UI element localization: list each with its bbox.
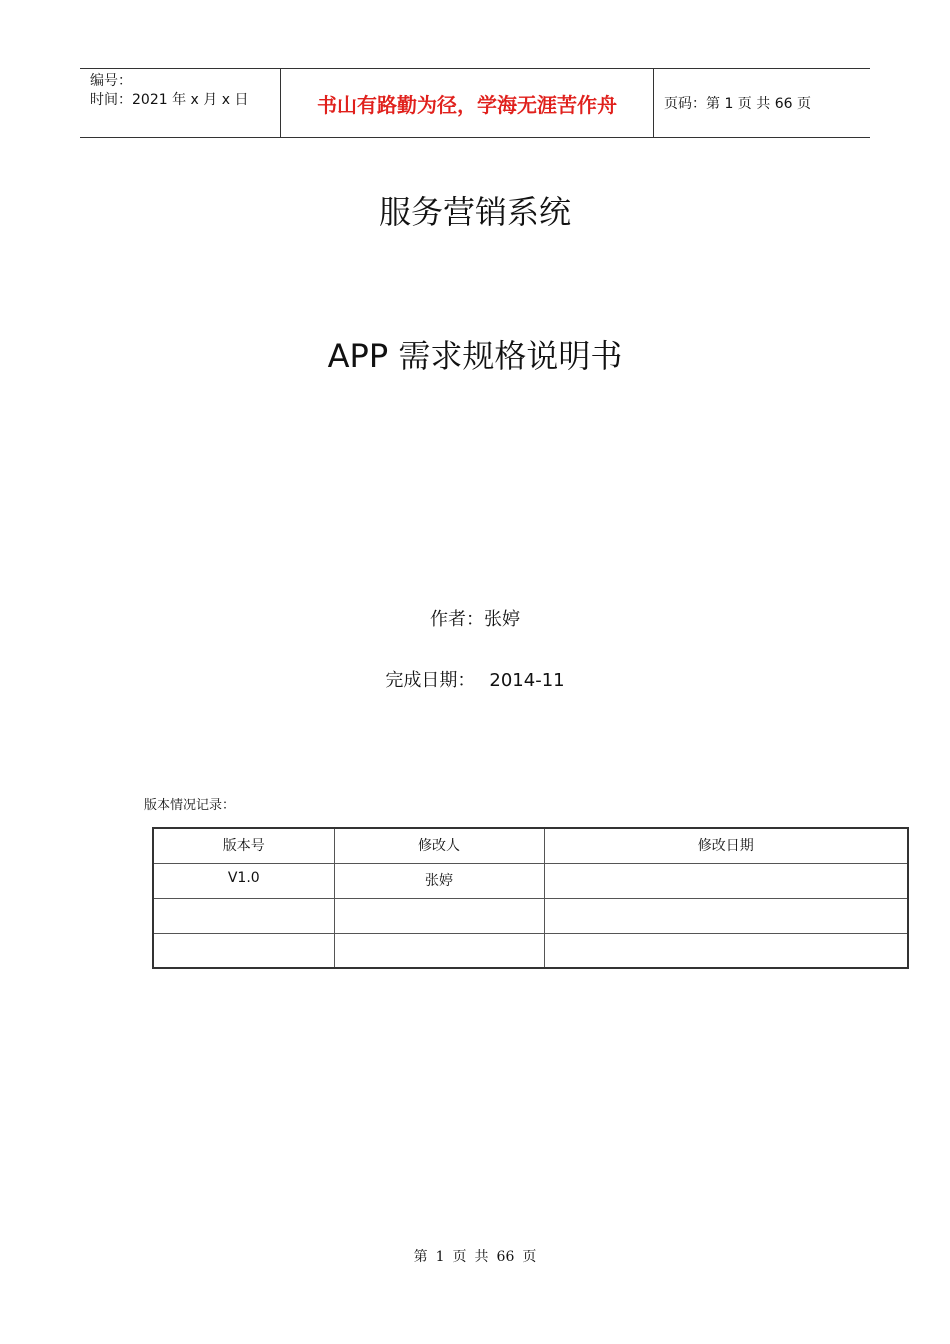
- document-title: 服务营销系统: [378, 193, 571, 231]
- column-header-modifier: 修改人: [334, 828, 544, 863]
- footer-part: 页: [452, 1249, 467, 1265]
- footer-part: 第: [413, 1249, 428, 1265]
- modify-date-cell: [544, 898, 908, 933]
- version-table: [152, 827, 909, 969]
- page-header: [80, 68, 870, 138]
- document-number-label: 编号：: [90, 73, 132, 89]
- modify-date-cell: [544, 863, 908, 898]
- version-cell: [153, 898, 334, 933]
- footer-part: 共: [474, 1249, 489, 1265]
- document-time-label: 时间：2021 年 x 月 x 日: [90, 92, 249, 108]
- footer-total-pages: 66: [496, 1249, 515, 1265]
- header-motto: 书山有路勤为径，学海无涯苦作舟: [281, 69, 654, 137]
- version-record-caption: 版本情况记录：: [144, 798, 236, 813]
- modifier-cell: [334, 898, 544, 933]
- page-footer: [0, 1246, 950, 1266]
- column-header-modify-date: 修改日期: [544, 828, 908, 863]
- table-row: [153, 933, 908, 968]
- author-line: 作者：张婷: [430, 609, 520, 630]
- completion-date: [0, 668, 950, 694]
- document-subtitle: APP 需求规格说明书: [327, 337, 623, 375]
- version-table-header-row: [153, 828, 908, 863]
- modifier-cell: [334, 933, 544, 968]
- modifier-cell: 张婷: [334, 863, 544, 898]
- version-cell: [153, 933, 334, 968]
- completion-date-value: 2014-11: [489, 670, 565, 691]
- table-row: [153, 863, 908, 898]
- table-row: [153, 898, 908, 933]
- modify-date-cell: [544, 933, 908, 968]
- header-page-info: 页码：第 1 页 共 66 页: [664, 96, 811, 112]
- footer-part: 页: [522, 1249, 537, 1265]
- header-meta-cell: [80, 69, 281, 137]
- footer-current-page: 1: [435, 1249, 445, 1265]
- version-cell: V1.0: [153, 863, 334, 898]
- completion-date-label: 完成日期：: [385, 670, 476, 691]
- column-header-version: 版本号: [153, 828, 334, 863]
